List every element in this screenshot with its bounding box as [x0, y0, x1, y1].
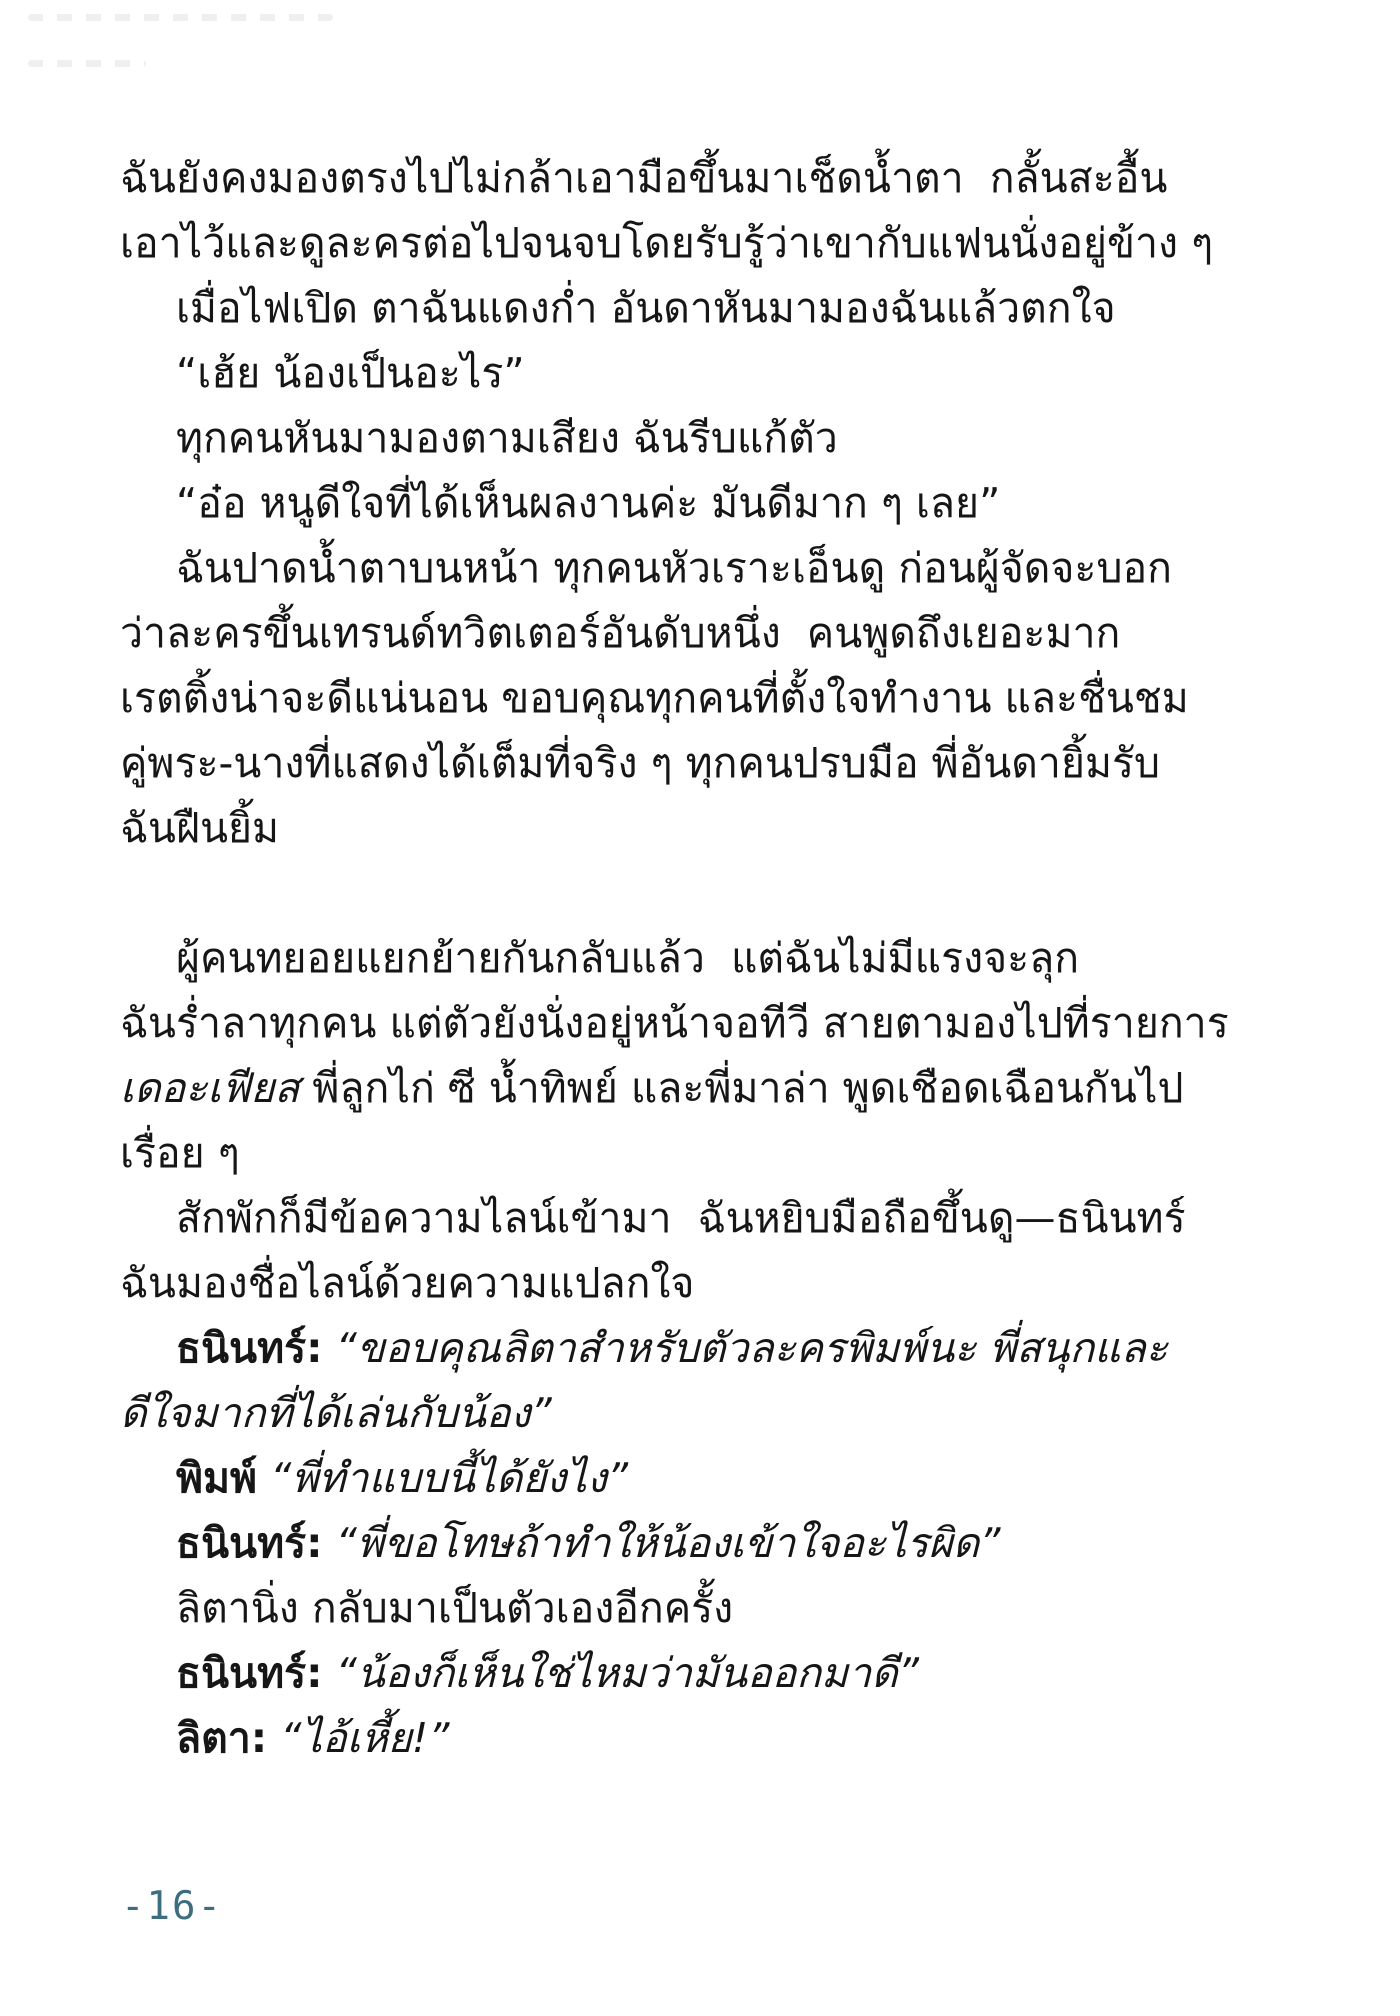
text-segment: เดอะเฟียส	[120, 1064, 300, 1112]
page-number: -16-	[121, 1884, 223, 1929]
text-line	[120, 536, 1335, 601]
text-segment: ผู้คนทยอยแยกย้ายกันกลับแล้ว แต่ฉันไม่มีแรงจะลุก	[176, 934, 1080, 982]
text-line	[120, 601, 1335, 666]
text-line	[120, 1121, 1335, 1186]
text-segment: “น้องก็เห็นใช่ไหมว่ามันออกมาดี”	[322, 1649, 919, 1697]
text-segment: เรื่อย ๆ	[120, 1129, 240, 1177]
text-segment: “เฮ้ย น้องเป็นอะไร”	[176, 349, 525, 397]
speaker-name: ธนินทร์:	[176, 1649, 323, 1697]
text-segment: ฉันยังคงมองตรงไปไม่กล้าเอามือขึ้นมาเช็ดน้ำตา กลั้นสะอื้น	[120, 154, 1168, 202]
text-line	[120, 341, 1335, 406]
text-line	[120, 471, 1335, 536]
text-line	[120, 1511, 1335, 1576]
text-segment: “พี่ขอโทษถ้าทำให้น้องเข้าใจอะไรผิด”	[322, 1519, 1001, 1567]
text-line	[120, 1251, 1335, 1316]
text-segment: ลิตานิ่ง กลับมาเป็นตัวเองอีกครั้ง	[176, 1584, 734, 1632]
paragraph-gap	[120, 861, 1335, 926]
text-segment: เอาไว้และดูละครต่อไปจนจบโดยรับรู้ว่าเขากับแฟนนั่งอยู่ข้าง ๆ	[120, 219, 1214, 267]
text-line	[120, 1641, 1335, 1706]
page-text	[120, 146, 1335, 1771]
text-segment: ฉันมองชื่อไลน์ด้วยความแปลกใจ	[120, 1259, 695, 1307]
text-line	[120, 1706, 1335, 1771]
speaker-name: ธนินทร์:	[176, 1324, 323, 1372]
text-line	[120, 731, 1335, 796]
text-segment: คู่พระ-นางที่แสดงได้เต็มที่จริง ๆ ทุกคนปรบมือ พี่อันดายิ้มรับ	[120, 739, 1161, 787]
speaker-name: ธนินทร์:	[176, 1519, 323, 1567]
scan-artifact-top	[28, 14, 333, 21]
text-segment: พี่ลูกไก่ ซี น้ำทิพย์ และพี่มาล่า พูดเชือดเฉือนกันไป	[299, 1064, 1184, 1112]
text-line	[120, 211, 1335, 276]
text-line	[120, 926, 1335, 991]
speaker-name: ลิตา:	[176, 1714, 268, 1762]
text-segment: ดีใจมากที่ได้เล่นกับน้อง”	[120, 1389, 552, 1437]
text-segment: สักพักก็มีข้อความไลน์เข้ามา ฉันหยิบมือถือขึ้นดู—ธนินทร์	[176, 1194, 1186, 1242]
text-line	[120, 1381, 1335, 1446]
text-segment: เมื่อไฟเปิด ตาฉันแดงก่ำ อันดาหันมามองฉันแล้วตกใจ	[176, 284, 1116, 332]
text-segment: เรตติ้งน่าจะดีแน่นอน ขอบคุณทุกคนที่ตั้งใจทำงาน และชื่นชม	[120, 674, 1189, 722]
text-segment: ฉันฝืนยิ้ม	[120, 804, 280, 852]
text-line	[120, 1056, 1335, 1121]
text-line	[120, 406, 1335, 471]
text-line	[120, 1446, 1335, 1511]
speaker-name: พิมพ์	[176, 1454, 258, 1502]
scan-artifact-left	[28, 60, 146, 67]
text-line	[120, 1576, 1335, 1641]
text-segment: “อ๋อ หนูดีใจที่ได้เห็นผลงานค่ะ มันดีมาก ๆ เลย”	[176, 479, 1001, 527]
text-segment: ฉันปาดน้ำตาบนหน้า ทุกคนหัวเราะเอ็นดู ก่อนผู้จัดจะบอก	[176, 544, 1172, 592]
text-line	[120, 666, 1335, 731]
text-line	[120, 1186, 1335, 1251]
text-segment: ทุกคนหันมามองตามเสียง ฉันรีบแก้ตัว	[176, 414, 838, 462]
text-line	[120, 276, 1335, 341]
text-segment: “พี่ทำแบบนี้ได้ยังไง”	[257, 1454, 629, 1502]
text-segment: ฉันร่ำลาทุกคน แต่ตัวยังนั่งอยู่หน้าจอทีวี สายตามองไปที่รายการ	[120, 999, 1229, 1047]
text-line	[120, 991, 1335, 1056]
text-segment: ว่าละครขึ้นเทรนด์ทวิตเตอร์อันดับหนึ่ง คนพูดถึงเยอะมาก	[120, 609, 1121, 657]
text-line	[120, 1316, 1335, 1381]
text-segment: “ขอบคุณลิตาสำหรับตัวละครพิมพ์นะ พี่สนุกและ	[322, 1324, 1168, 1372]
text-line	[120, 796, 1335, 861]
text-line	[120, 146, 1335, 211]
text-segment: “ไอ้เหี้ย!”	[267, 1714, 450, 1762]
